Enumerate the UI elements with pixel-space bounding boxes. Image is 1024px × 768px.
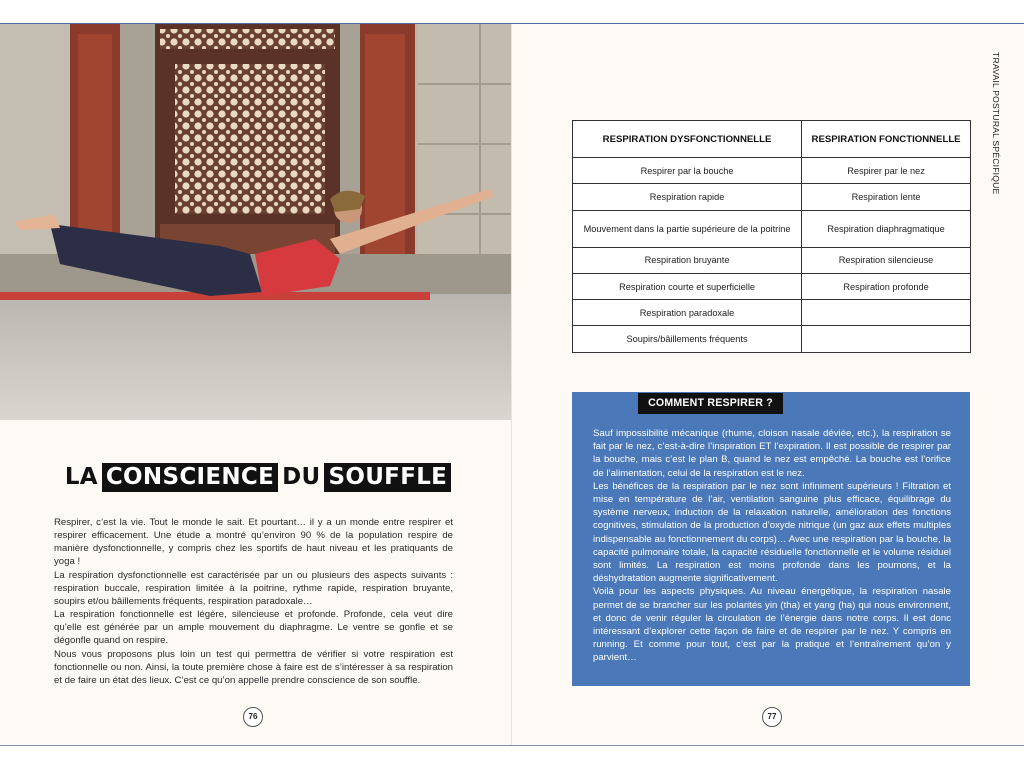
paragraph: Sauf impossibilité mécanique (rhume, cloison nasale déviée, etc.), la respiration se fait par le nez, c’est-à-dire l’inspiration ET l’expiration. Il est possible de respirer par la bouche, mais c’est le plan B, quand le nez est empêché. La bouche est l’orifice de l’alimentation, celui de la respiration est le nez. — [593, 428, 951, 479]
info-box-text — [593, 427, 951, 665]
header-dysfunctional: RESPIRATION DYSFONCTIONNELLE — [573, 121, 802, 158]
table-row — [573, 247, 971, 273]
paragraph: Respirer, c’est la vie. Tout le monde le sait. Et pourtant… il y a un monde entre respirer et respirer efficacement. Une étude a montré qu’environ 90 % de la population respire de manière dysfonctionnelle, y compris chez les sportifs de haut niveau et les pratiquants de yoga ! — [54, 517, 453, 568]
table-cell: Respirer par le nez — [802, 158, 971, 184]
table-cell: Respiration diaphragmatique — [802, 210, 971, 247]
paragraph: Les bénéfices de la respiration par le nez sont infiniment supérieurs ! Filtration et mise en température de l’air, ventilation sanguine plus efficace, équilibrage du système nerveux, induction de la relaxation naturelle, amélioration des fonctions cognitives, stimulation de la production d’oxyde nitrique (un gaz aux effets multiples indispensable au fonctionnement du corps)… Avec une respiration par la bouche, la capacité pulmonaire totale, la capacité résiduelle fonctionnelle et le volume résiduel sont limités. La respiration est moins profonde dans les poumons, et la déshydratation augmente significativement. — [593, 480, 951, 585]
table-cell: Mouvement dans la partie supérieure de la poitrine — [573, 210, 802, 247]
title-word-souffle: SOUFFLE — [324, 463, 451, 492]
table-cell: Respiration rapide — [573, 184, 802, 210]
table-cell: Respiration silencieuse — [802, 247, 971, 273]
table-row — [573, 326, 971, 352]
paragraph: Voilà pour les aspects physiques. Au niveau énergétique, la respiration nasale permet de se brancher sur les polarités yin (tha) et yang (ha) qui nous environnent, et donc de venir réguler la circulation de l’énergie dans notre corps. Il est donc intéressant d’explorer cette façon de faire et de respirer par le nez. Y compris en running. Et comme pour tout, c’est par la pratique et l’entraînement qu’on y parvient… — [593, 586, 951, 664]
table-cell: Respirer par la bouche — [573, 158, 802, 184]
page-number-left: 76 — [243, 707, 263, 727]
paragraph: Nous vous proposons plus loin un test qui permettra de vérifier si votre respiration est fonctionnelle ou non. Ainsi, la toute première chose à faire est de s’intéresser à sa respiration et de faire un état des lieux. C’est ce qu’on appelle prendre conscience de son souffle. — [54, 648, 453, 686]
table-row — [573, 158, 971, 184]
paragraph: La respiration fonctionnelle est légère, silencieuse et profonde. Profonde, cela veut dire qu’elle est générée par un ample mouvement du diaphragme. Le ventre se gonfle et se dégonfle quand on respire. — [54, 609, 453, 647]
table-cell: Respiration paradoxale — [573, 300, 802, 326]
right-page — [512, 24, 1024, 745]
table-row — [573, 273, 971, 299]
title-word-du: DU — [282, 464, 321, 490]
table-row — [573, 184, 971, 210]
table-cell: Respiration lente — [802, 184, 971, 210]
yoga-pose-photo — [0, 24, 512, 420]
breathing-comparison-table — [572, 120, 971, 353]
title-word-la: LA — [64, 464, 98, 490]
bottom-border-line — [0, 745, 1024, 746]
title-word-conscience: CONSCIENCE — [102, 463, 278, 492]
page-title — [0, 464, 512, 490]
table-cell: Respiration profonde — [802, 273, 971, 299]
table-cell: Respiration courte et superficielle — [573, 273, 802, 299]
table-row — [573, 300, 971, 326]
table-cell: Respiration bruyante — [573, 247, 802, 273]
table-cell: Soupirs/bâillements fréquents — [573, 326, 802, 352]
left-page — [0, 24, 512, 745]
page-number-right: 77 — [762, 707, 782, 727]
body-text — [54, 516, 453, 687]
paragraph: La respiration dysfonctionnelle est caractérisée par un ou plusieurs des aspects suivants : respiration buccale, respiration limitée à la poitrine, rythme rapide, respiration bruyante, soupirs et/ou bâillements fréquents, respiration paradoxale… — [54, 569, 453, 607]
table-header-row — [573, 121, 971, 158]
table-cell — [802, 326, 971, 352]
info-box-title: COMMENT RESPIRER ? — [638, 393, 783, 414]
header-functional: RESPIRATION FONCTIONNELLE — [802, 121, 971, 158]
table-cell — [802, 300, 971, 326]
table-row — [573, 210, 971, 247]
side-section-label — [988, 52, 1002, 195]
side-label-text: TRAVAIL POSTURAL SPÉCIFIQUE — [991, 52, 1001, 195]
